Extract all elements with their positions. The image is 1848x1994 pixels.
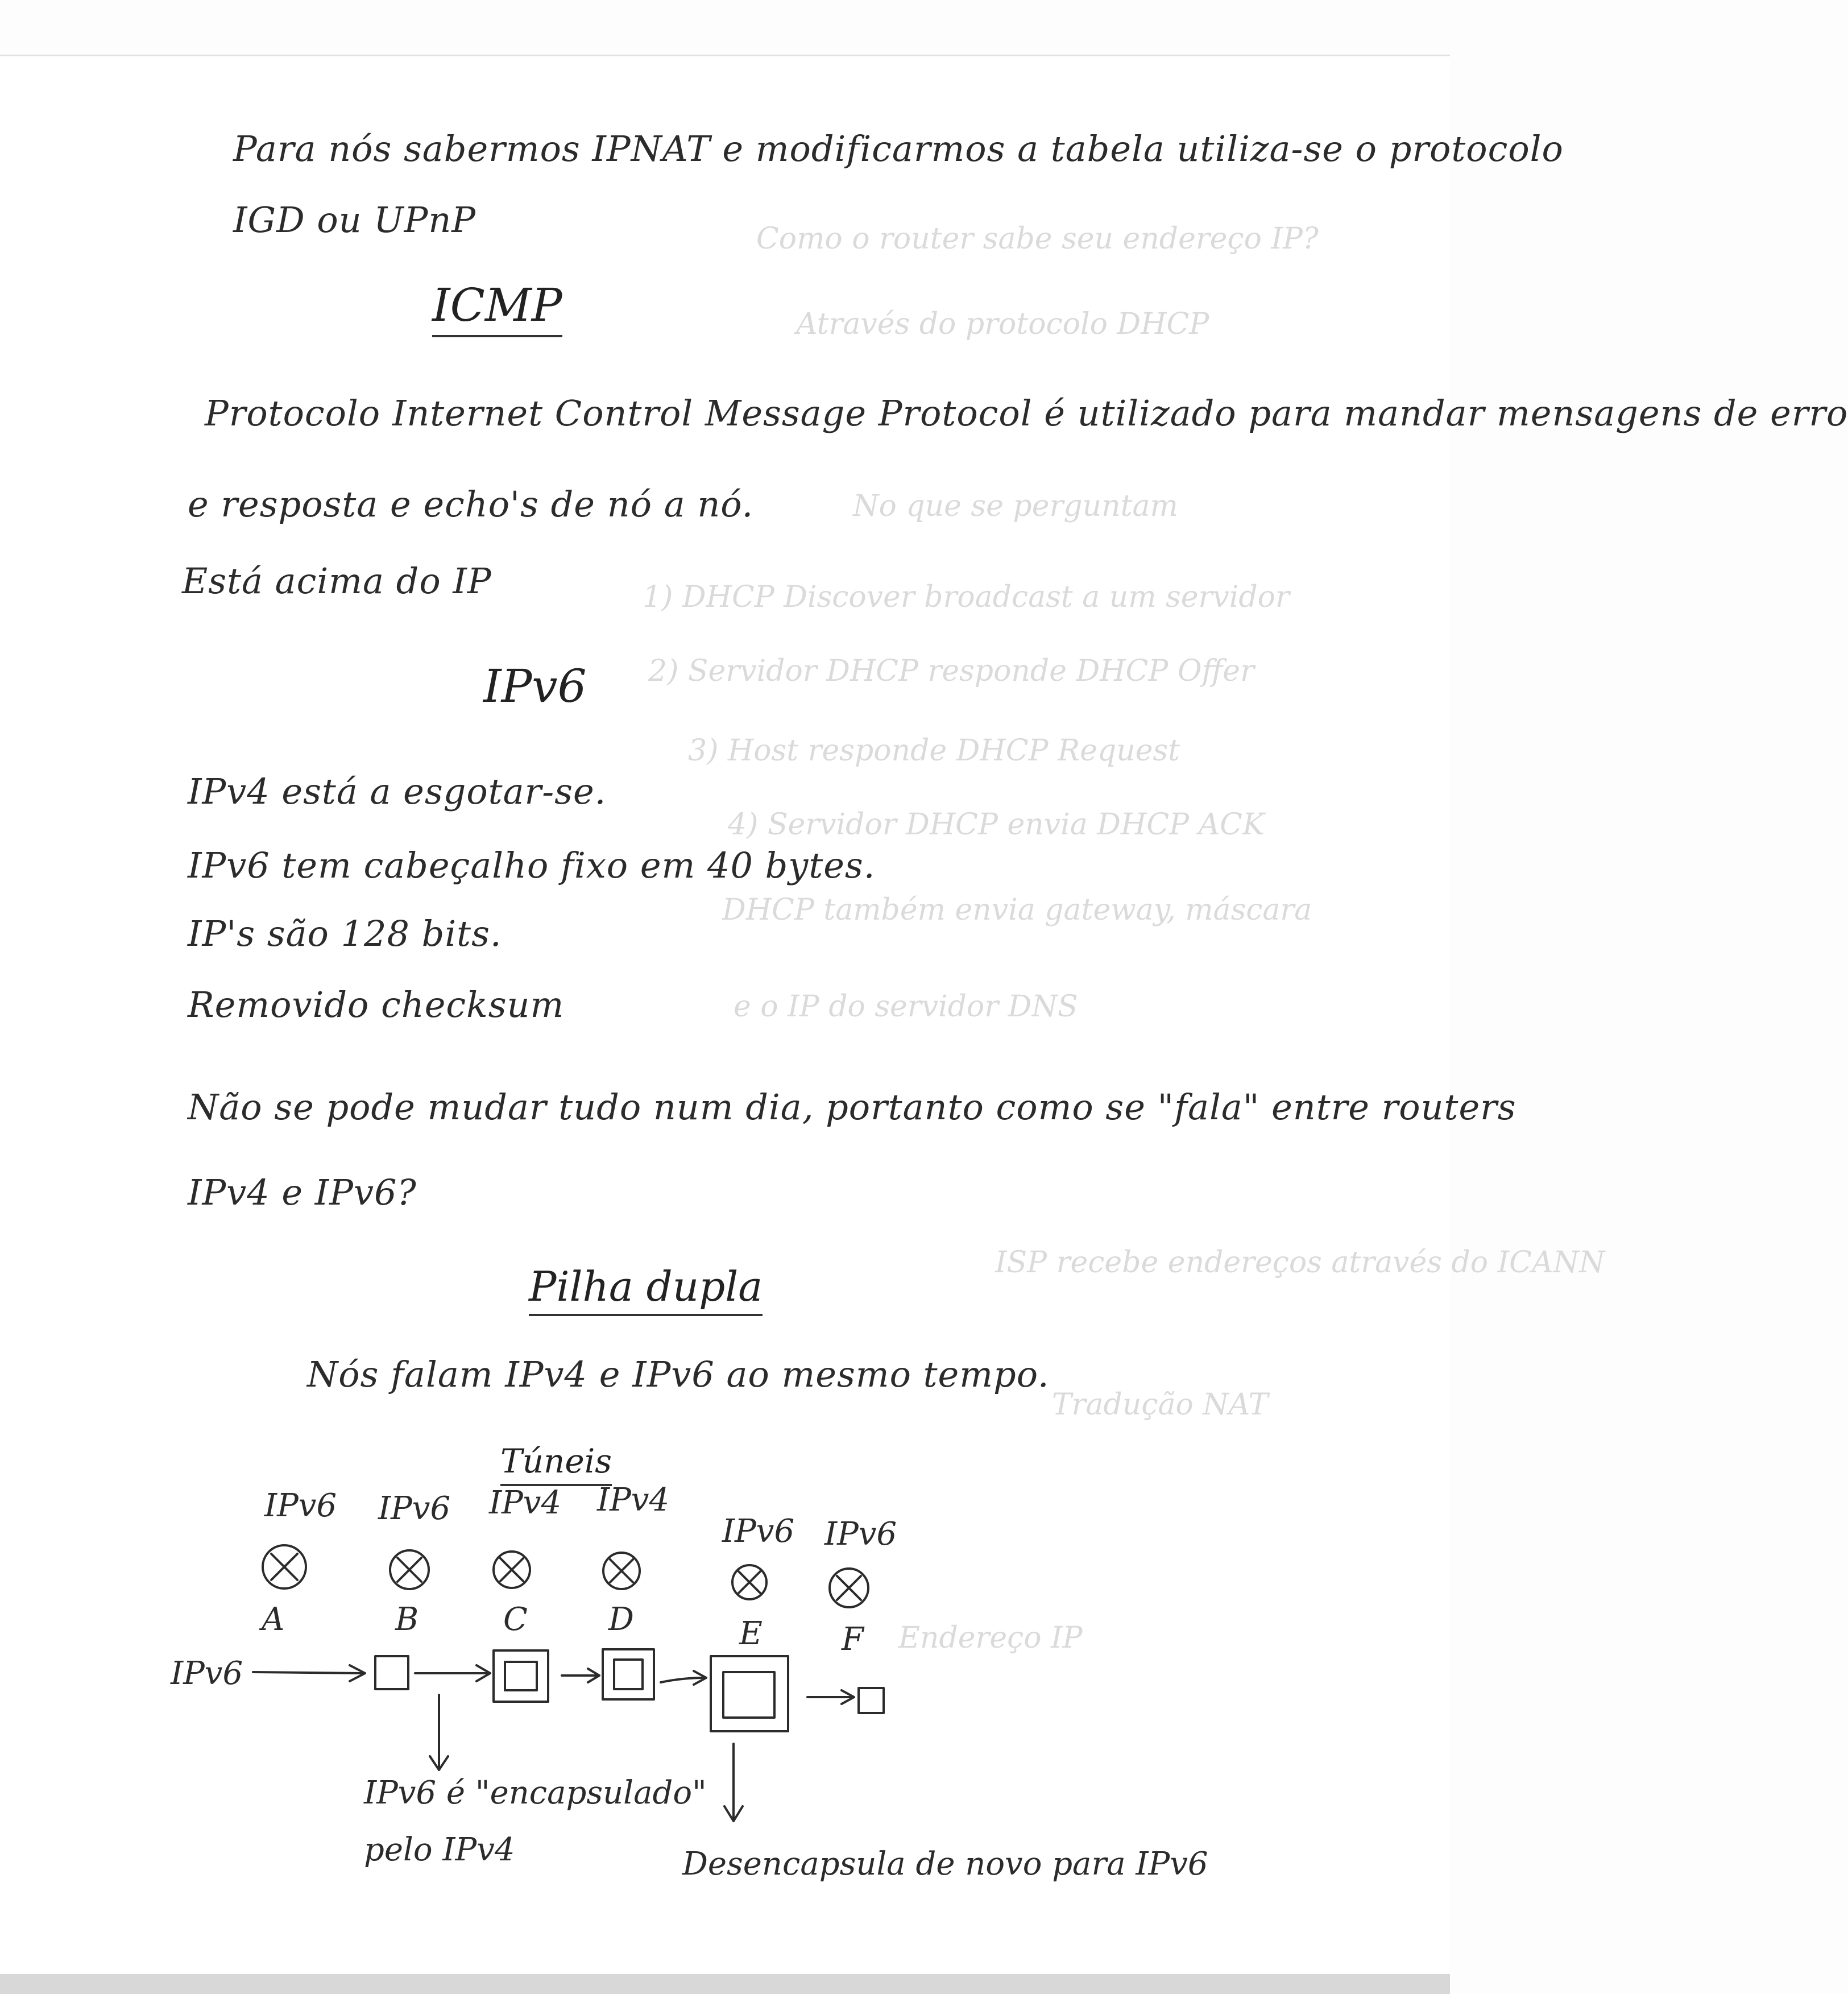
node-b-letter: B (395, 1601, 419, 1638)
node-f-protocol: IPv6 (824, 1516, 897, 1553)
ghost-line: Endereço IP (898, 1621, 1083, 1655)
ghost-line: 2) Servidor DHCP responde DHCP Offer (648, 654, 1254, 688)
decapsulation-note: Desencapsula de novo para IPv6 (682, 1846, 1208, 1883)
node-e-protocol: IPv6 (722, 1513, 795, 1550)
note-line-igd-upnp: IGD ou UPnP (233, 199, 476, 241)
node-a-letter: A (262, 1601, 285, 1638)
ghost-line: 3) Host responde DHCP Request (688, 734, 1180, 768)
source-protocol-label: IPv6 (171, 1655, 243, 1692)
node-d-letter: D (608, 1601, 634, 1638)
heading-icmp: ICMP (432, 279, 562, 337)
arrow-d-e (661, 1671, 706, 1685)
node-f-letter: F (842, 1621, 864, 1658)
note-line-transition-question: Não se pode mudar tudo num dia, portanto como se "fala" entre routers (188, 1086, 1516, 1128)
router-e-icon (732, 1565, 766, 1599)
arrow-b-c (415, 1665, 490, 1681)
encapsulation-note: IPv6 é "encapsulado" (364, 1774, 707, 1811)
ghost-line: ISP recebe endereços através do ICANN (995, 1246, 1605, 1280)
heading-dual-stack: Pilha dupla (529, 1263, 763, 1316)
node-d-protocol: IPv4 (597, 1482, 670, 1519)
ghost-line: 4) Servidor DHCP envia DHCP ACK (728, 808, 1265, 842)
ghost-line: e o IP do servidor DNS (734, 990, 1078, 1024)
note-line-ipv6-header: IPv6 tem cabeçalho fixo em 40 bytes. (188, 845, 876, 886)
packet-c-encapsulated (494, 1650, 548, 1702)
node-a-protocol: IPv6 (264, 1487, 337, 1524)
note-line-dual-stack: Nós falam IPv4 e IPv6 ao mesmo tempo. (307, 1354, 1050, 1395)
ghost-line: No que se perguntam (853, 489, 1178, 523)
router-a-icon (263, 1545, 306, 1588)
node-c-protocol: IPv4 (489, 1484, 562, 1521)
router-c-icon (494, 1552, 530, 1588)
arrow-decapsulate-down (724, 1744, 743, 1821)
note-line-nat-protocol: Para nós sabermos IPNAT e modificarmos a tabela utiliza-se o protocolo (233, 128, 1564, 169)
note-line-transition-question-2: IPv4 e IPv6? (188, 1172, 417, 1213)
packet-f (859, 1688, 884, 1713)
ghost-line: Tradução NAT (1052, 1388, 1269, 1422)
note-line-ipv4-exhaustion: IPv4 está a esgotar-se. (188, 771, 607, 812)
ghost-line: Como o router sabe seu endereço IP? (756, 222, 1319, 256)
note-line-icmp-echo: e resposta e echo's de nó a nó. (188, 483, 754, 525)
packet-b (375, 1656, 408, 1689)
router-f-icon (830, 1569, 868, 1607)
note-line-checksum: Removido checksum (188, 984, 565, 1025)
encapsulation-note-2: pelo IPv4 (364, 1831, 515, 1868)
router-d-icon (603, 1553, 640, 1589)
ghost-line: 1) DHCP Discover broadcast a um servidor (643, 580, 1290, 614)
node-e-letter: E (739, 1615, 763, 1652)
packet-d-encapsulated (603, 1649, 654, 1699)
router-b-icon (390, 1550, 429, 1589)
node-b-protocol: IPv6 (378, 1490, 451, 1527)
node-c-letter: C (503, 1601, 528, 1638)
packet-e-encapsulated (711, 1656, 788, 1731)
note-line-icmp-definition: Protocolo Internet Control Message Protocol é utilizado para mandar mensagens de erro (205, 392, 1848, 434)
note-line-ipv6-bits: IP's são 128 bits. (188, 913, 502, 954)
ghost-line: DHCP também envia gateway, máscara (722, 893, 1312, 927)
ghost-line: Através do protocolo DHCP (796, 307, 1209, 341)
arrow-c-d (562, 1669, 599, 1682)
arrow-a-b (253, 1665, 365, 1681)
heading-ipv6: IPv6 (483, 660, 587, 713)
arrow-e-f (807, 1690, 854, 1704)
note-line-icmp-layer: Está acima do IP (182, 560, 492, 602)
arrow-encapsulate-down (430, 1695, 448, 1770)
heading-tunnels: Túneis (500, 1442, 612, 1486)
